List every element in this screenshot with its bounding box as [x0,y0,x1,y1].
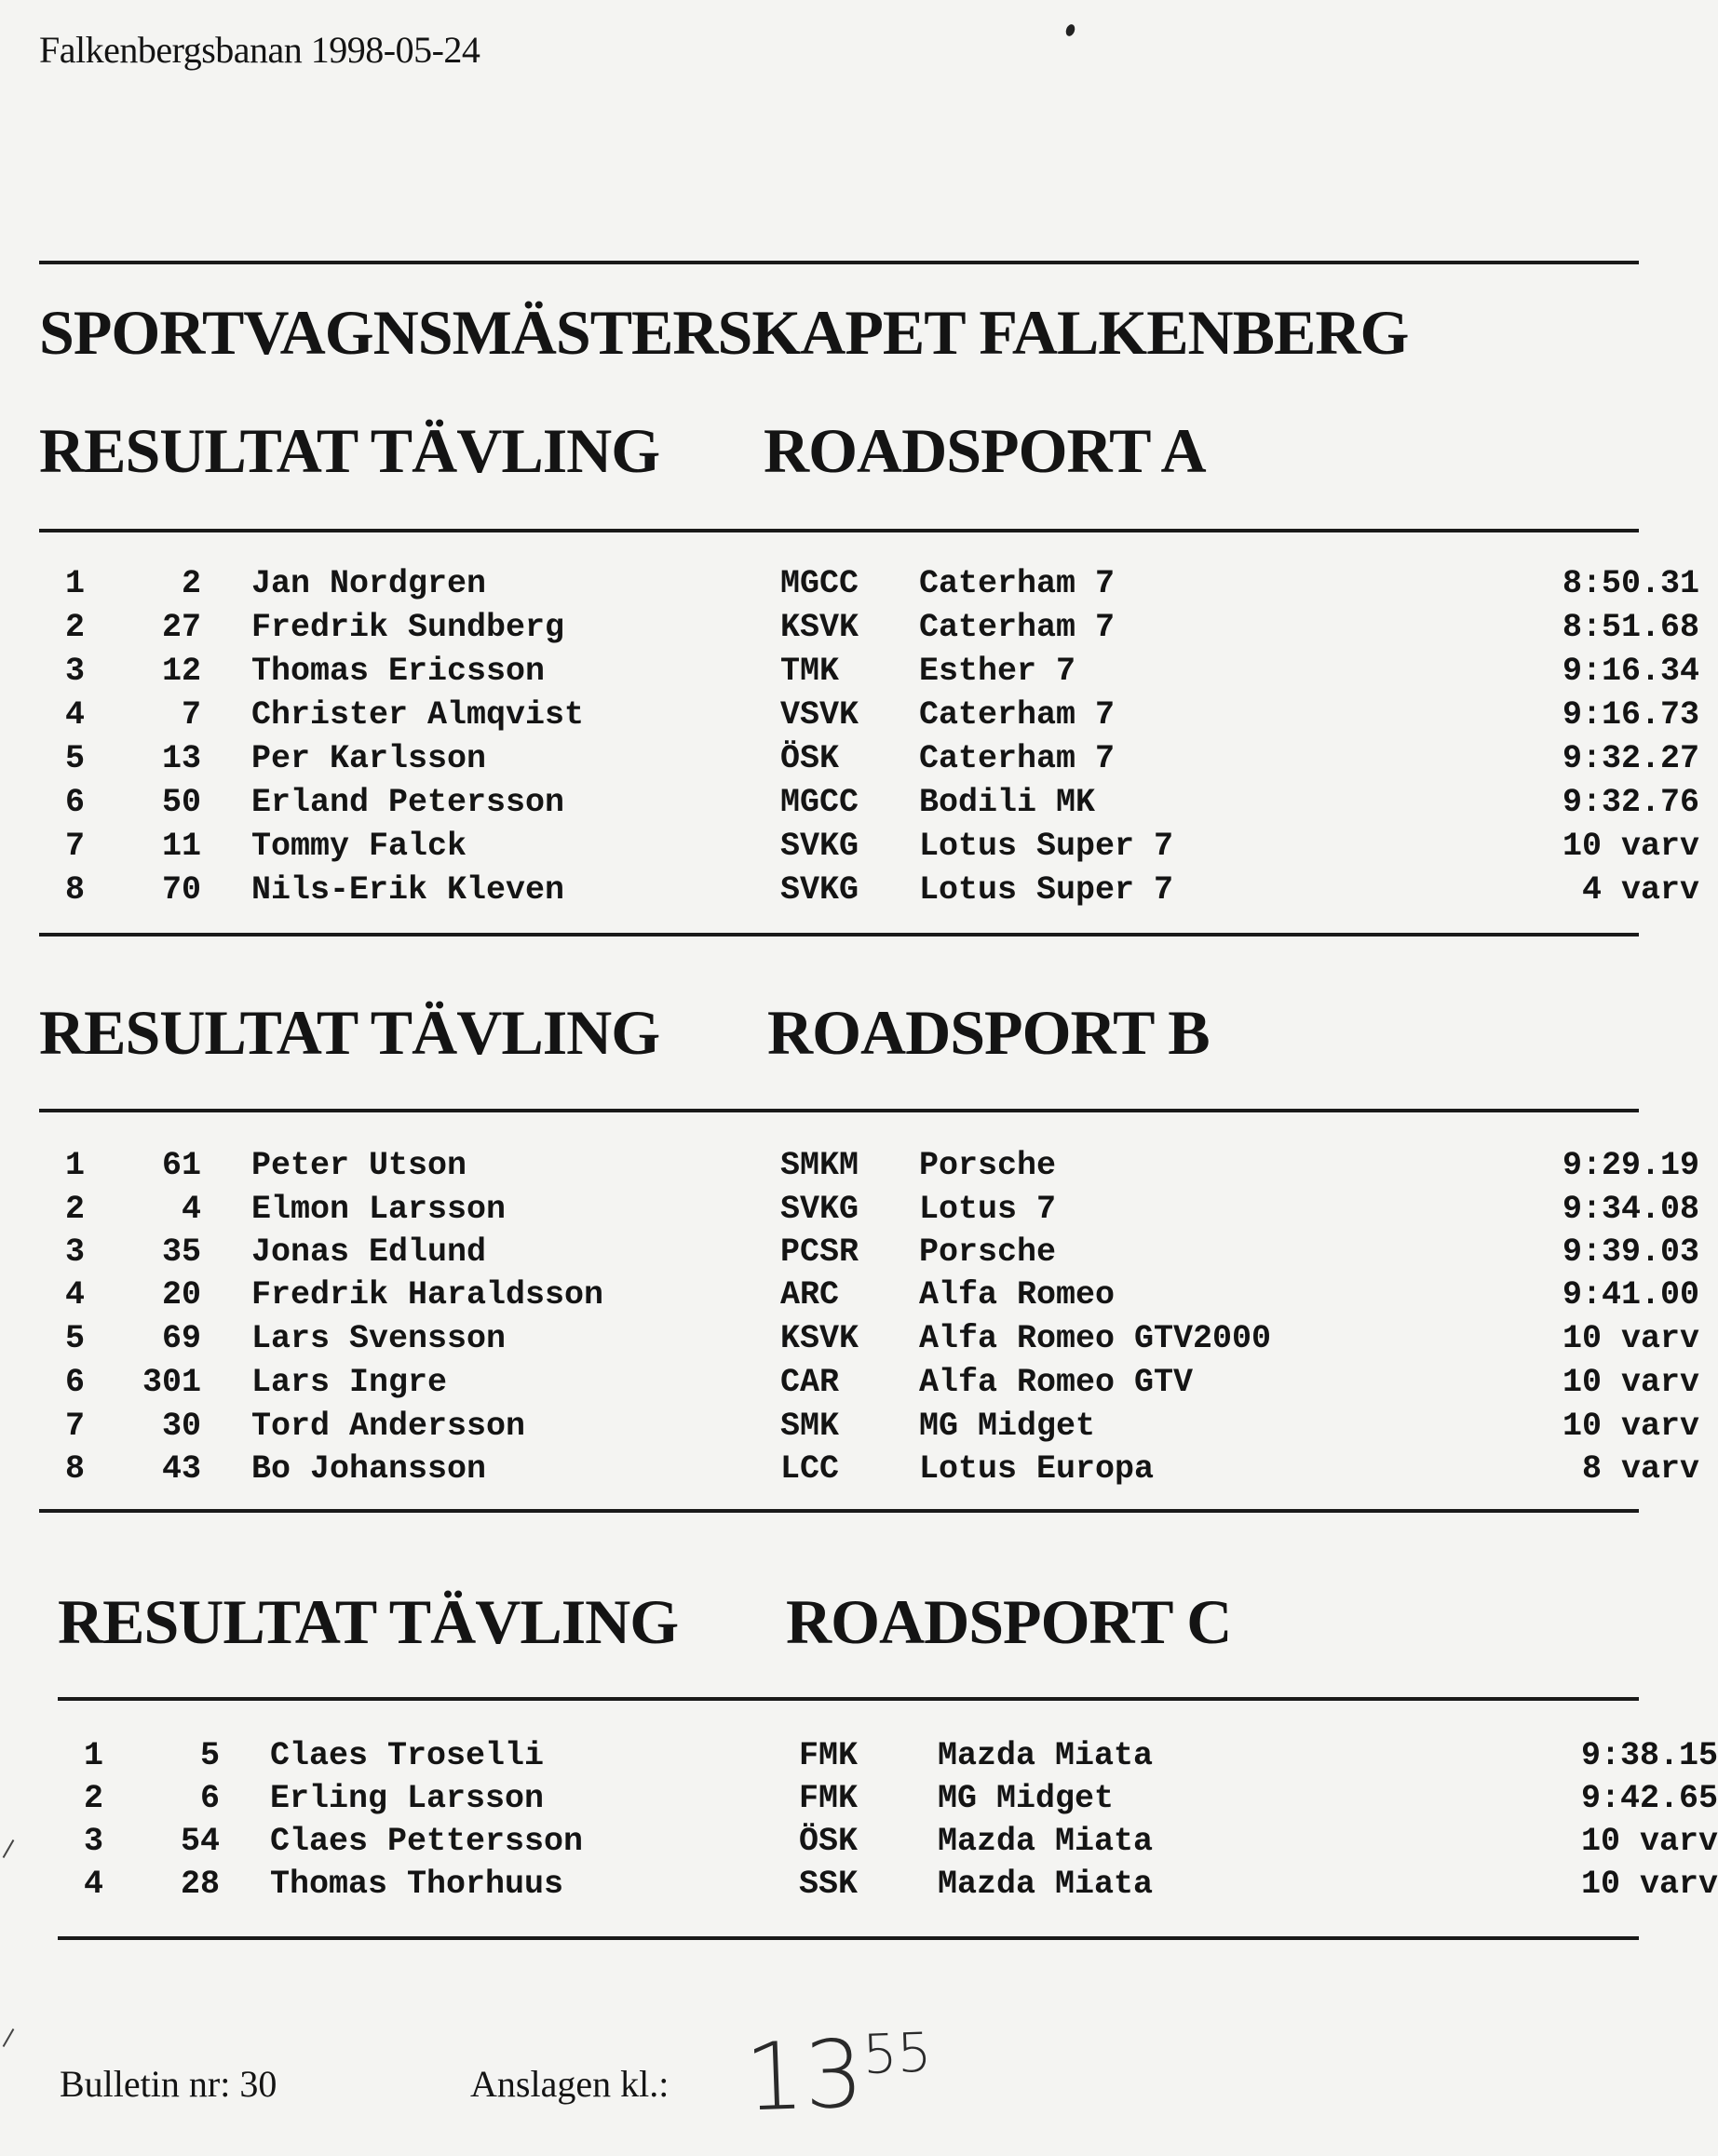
result: 9:39.03 [1562,1233,1699,1271]
car-model: Mazda Miata [938,1866,1154,1903]
driver-name: Per Karlsson [251,740,487,777]
handwritten-posted-time [743,2017,934,2133]
car-number: 11 [161,828,201,865]
driver-name: Tommy Falck [251,828,467,865]
driver-name: Claes Troselli [270,1737,545,1774]
car-number: 5 [199,1737,220,1774]
driver-name: Lars Svensson [251,1320,507,1357]
driver-name: Erland Petersson [251,784,565,821]
position: 6 [65,784,86,821]
club: PCSR [780,1233,859,1271]
club: SVKG [780,828,859,865]
driver-name: Thomas Thorhuus [270,1866,564,1903]
driver-name: Fredrik Sundberg [251,609,565,646]
result: 10 varv [1580,1823,1718,1860]
club: ÖSK [799,1823,859,1860]
position: 5 [65,740,86,777]
car-number: 301 [142,1364,201,1401]
car-number: 61 [161,1147,201,1184]
car-number: 50 [161,784,201,821]
position: 2 [65,609,86,646]
page-title: SPORTVAGNSMÄSTERSKAPET FALKENBERG [39,297,1409,368]
driver-name: Bo Johansson [251,1450,487,1488]
position: 4 [65,696,86,734]
car-number: 6 [199,1780,220,1817]
club: FMK [799,1737,859,1774]
car-number: 43 [161,1450,201,1488]
driver-name: Fredrik Haraldsson [251,1276,604,1314]
car-number: 12 [161,653,201,690]
position: 3 [84,1823,104,1860]
section-a-title [39,414,1206,488]
driver-name: Peter Utson [251,1147,467,1184]
car-model: Mazda Miata [938,1737,1154,1774]
position: 8 [65,871,86,909]
car-model: Esther 7 [919,653,1076,690]
position: 3 [65,653,86,690]
result: 8:51.68 [1562,609,1699,646]
car-model: Lotus Europa [919,1450,1155,1488]
club: VSVK [780,696,859,734]
driver-name: Erling Larsson [270,1780,545,1817]
venue-date-header: Falkenbergsbanan 1998-05-24 [39,29,480,71]
driver-name: Christer Almqvist [251,696,585,734]
car-model: Porsche [919,1147,1057,1184]
car-model: Caterham 7 [919,609,1116,646]
result: 10 varv [1562,1320,1699,1357]
driver-name: Jan Nordgren [251,565,487,602]
driver-name: Thomas Ericsson [251,653,546,690]
club: SSK [799,1866,859,1903]
position: 1 [84,1737,104,1774]
posted-minute: 55 [861,2020,933,2087]
posted-label: Anslagen kl.: [470,2063,670,2105]
car-model: Lotus 7 [919,1191,1057,1228]
position: 4 [84,1866,104,1903]
club: SMK [780,1408,840,1445]
position: 2 [84,1780,104,1817]
section-c-class: ROADSPORT C [786,1586,1232,1657]
car-number: 30 [161,1408,201,1445]
result: 8 varv [1581,1450,1699,1488]
car-number: 2 [181,565,201,602]
result: 4 varv [1581,871,1699,909]
section-b-title [39,996,1210,1070]
club: ÖSK [780,740,840,777]
driver-name: Tord Andersson [251,1408,526,1445]
section-a-heading: RESULTAT TÄVLING [39,415,660,486]
position: 7 [65,828,86,865]
car-model: Lotus Super 7 [919,828,1174,865]
car-number: 7 [181,696,201,734]
section-b-rule-top [39,1109,1639,1112]
car-model: Caterham 7 [919,565,1116,602]
section-c-title [58,1585,1232,1659]
position: 4 [65,1276,86,1314]
section-a-rule-bottom [39,933,1639,937]
car-number: 54 [180,1823,220,1860]
result: 9:42.65 [1580,1780,1718,1817]
result: 9:16.34 [1562,653,1699,690]
result: 9:41.00 [1562,1276,1699,1314]
section-b-heading: RESULTAT TÄVLING [39,997,660,1068]
club: MGCC [780,784,859,821]
driver-name: Elmon Larsson [251,1191,507,1228]
driver-name: Jonas Edlund [251,1233,487,1271]
car-number: 70 [161,871,201,909]
section-c-rule-bottom [58,1936,1639,1940]
position: 5 [65,1320,86,1357]
car-model: Porsche [919,1233,1057,1271]
section-a-rule-top [39,529,1639,532]
car-model: Lotus Super 7 [919,871,1174,909]
result: 10 varv [1562,1408,1699,1445]
ink-speck [1064,23,1076,37]
club: LCC [780,1450,840,1488]
result: 9:34.08 [1562,1191,1699,1228]
pen-mark [3,2028,15,2047]
car-number: 28 [180,1866,220,1903]
club: KSVK [780,609,859,646]
section-a-class: ROADSPORT A [764,415,1206,486]
position: 7 [65,1408,86,1445]
car-model: MG Midget [938,1780,1115,1817]
car-number: 69 [161,1320,201,1357]
club: SVKG [780,871,859,909]
club: MGCC [780,565,859,602]
pen-mark [3,1839,15,1858]
position: 6 [65,1364,86,1401]
result: 9:16.73 [1562,696,1699,734]
club: SVKG [780,1191,859,1228]
car-number: 35 [161,1233,201,1271]
car-number: 13 [161,740,201,777]
club: FMK [799,1780,859,1817]
car-model: Alfa Romeo GTV2000 [919,1320,1272,1357]
car-number: 27 [161,609,201,646]
car-number: 20 [161,1276,201,1314]
section-b-rule-bottom [39,1509,1639,1513]
bulletin-number: Bulletin nr: 30 [60,2063,277,2105]
section-b-class: ROADSPORT B [767,997,1210,1068]
position: 3 [65,1233,86,1271]
car-model: Bodili MK [919,784,1096,821]
car-number: 4 [181,1191,201,1228]
club: KSVK [780,1320,859,1357]
car-model: Alfa Romeo GTV [919,1364,1194,1401]
result: 9:32.27 [1562,740,1699,777]
posted-hour: 13 [743,2019,866,2133]
position: 2 [65,1191,86,1228]
car-model: Caterham 7 [919,696,1116,734]
club: ARC [780,1276,840,1314]
car-model: Mazda Miata [938,1823,1154,1860]
result: 9:38.15 [1580,1737,1718,1774]
position: 8 [65,1450,86,1488]
car-model: Alfa Romeo [919,1276,1116,1314]
result: 8:50.31 [1562,565,1699,602]
result: 9:29.19 [1562,1147,1699,1184]
position: 1 [65,1147,86,1184]
club: CAR [780,1364,840,1401]
result: 9:32.76 [1562,784,1699,821]
result: 10 varv [1562,828,1699,865]
club: SMKM [780,1147,859,1184]
result: 10 varv [1562,1364,1699,1401]
car-model: Caterham 7 [919,740,1116,777]
driver-name: Claes Pettersson [270,1823,584,1860]
section-c-rule-top [58,1697,1639,1701]
position: 1 [65,565,86,602]
club: TMK [780,653,840,690]
result: 10 varv [1580,1866,1718,1903]
section-c-heading: RESULTAT TÄVLING [58,1586,679,1657]
driver-name: Nils-Erik Kleven [251,871,565,909]
top-divider [39,261,1639,264]
driver-name: Lars Ingre [251,1364,448,1401]
car-model: MG Midget [919,1408,1096,1445]
